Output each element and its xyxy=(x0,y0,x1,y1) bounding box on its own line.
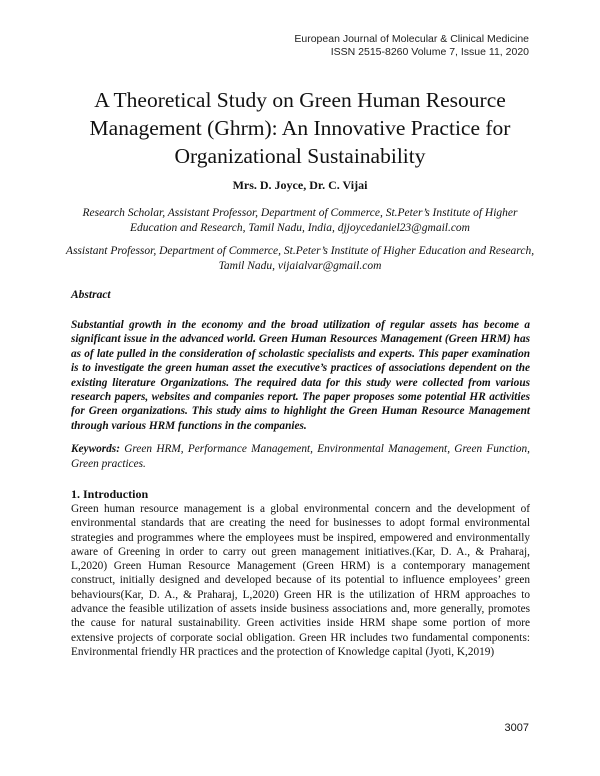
authors: Mrs. D. Joyce, Dr. C. Vijai xyxy=(232,178,368,192)
introduction-heading: 1. Introduction xyxy=(71,487,149,501)
issn-line: ISSN 2515-8260 Volume 7, Issue 11, 2020 xyxy=(330,46,529,58)
paper-title: A Theoretical Study on Green Human Resource Management (Ghrm): An Innovative Practice for Organizational Sustainability xyxy=(89,88,511,168)
affiliation-1: Research Scholar, Assistant Professor, Department of Commerce, St.Peter’s Institute of Higher Education and Research, Tamil Nadu, India, djjoycedaniel23@gmail.com xyxy=(82,207,518,234)
keywords xyxy=(71,442,530,472)
abstract-heading: Abstract xyxy=(71,289,111,301)
journal-name: European Journal of Molecular & Clinical Medicine xyxy=(294,33,529,45)
affiliation-2: Assistant Professor, Department of Commerce, St.Peter’s Institute of Higher Education and Research, Tamil Nadu, vijaialvar@gmail.com xyxy=(65,245,535,272)
keywords-label: Keywords: xyxy=(71,443,120,455)
keywords-text: Green HRM, Performance Management, Environmental Management, Green Function, Green practices. xyxy=(71,443,530,470)
introduction-text: Green human resource management is a global environmental concern and the development of environmental standards that are creating the need for businesses to adopt formal environmental strategies and programmes where the employees must be inspired, empowered and environmentally aware of Greening in order to carry out green management initiatives.(Kar, D. A., & Praharaj, L,2020) Green Human Resource Management (Green HRM) is a contemporary management construct, initially designed and developed because of its potential to influence employees’ green behaviours(Kar, D. A., & Praharaj, L,2020) Green HR is the utilization of HRM approaches to advance the feasible utilization of assets inside business associations and, more generally, promotes the cause for natural sustainability. Green activities inside HRM shape some portion of more extensive projects of corporate social obligation. Green HR includes two fundamental components: Environmental friendly HR practices and the protection of Knowledge capital (Jyoti, K,2019) xyxy=(71,503,530,658)
abstract-text: Substantial growth in the economy and the broad utilization of regular assets has become a significant issue in the advanced world. Green Human Resources Management (Green HRM) has as of late pulled in the consideration of scholastic specialists and experts. This paper examination is to investigate the green human asset the executive’s practices of associations dependent on the existing literature Organizations. The required data for this study were collected from various research papers, websites and companies report. The paper proposes some potential HR activities for Green organizations. This study aims to highlight the Green Human Resource Management through various HRM functions in the companies. xyxy=(71,319,530,432)
journal-header xyxy=(294,33,529,59)
page-number: 3007 xyxy=(504,722,529,734)
